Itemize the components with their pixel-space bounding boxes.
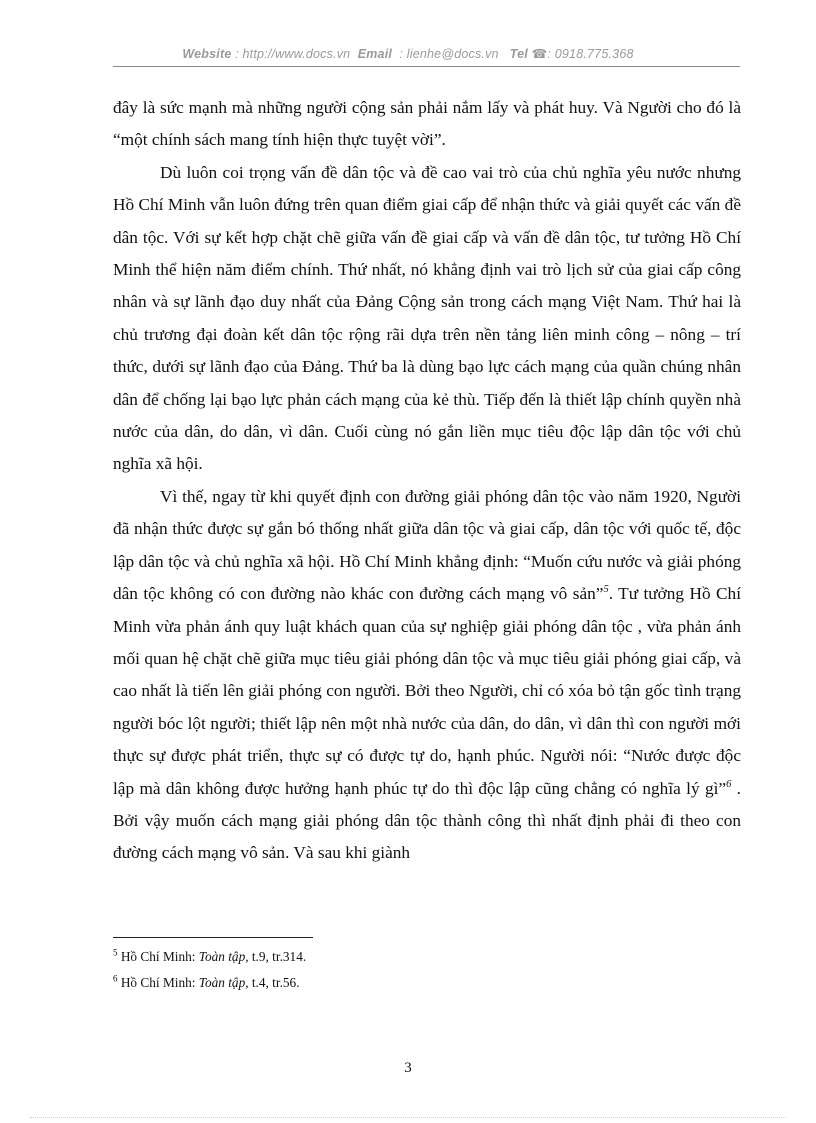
footnote-ref-6[interactable]: 6 — [726, 778, 732, 790]
footnote-detail: , t.4, tr.56. — [245, 975, 300, 990]
footnote-author: Hồ Chí Minh: — [120, 975, 199, 990]
footnote-author: Hồ Chí Minh: — [120, 949, 199, 964]
tel-label: Tel — [509, 47, 528, 61]
page-number: 3 — [404, 1060, 412, 1076]
page-header — [0, 46, 816, 61]
page-bottom-border — [30, 1117, 786, 1118]
footnote-divider — [113, 937, 313, 938]
footnote-ref-5[interactable]: 5 — [603, 584, 609, 596]
paragraph-3 — [113, 481, 741, 870]
phone-icon: ☎ — [531, 47, 548, 61]
paragraph-1: đây là sức mạnh mà những người cộng sản phải nắm lấy và phát huy. Và Người cho đó là “một chính sách mang tính hiện thực tuyệt vời”. — [113, 98, 741, 150]
footnote-detail: , t.9, tr.314. — [245, 949, 307, 964]
website-label: Website — [182, 47, 232, 61]
email-value: : lienhe@docs.vn — [399, 47, 499, 61]
paragraph-2: Dù luôn coi trọng vấn đề dân tộc và đề cao vai trò của chủ nghĩa yêu nước nhưng Hồ Chí Minh vẫn luôn đứng trên quan điểm giai cấp để nhận thức và giải quyết các vấn đề dân tộc. Với sự kết hợp chặt chẽ giữa vấn đề giai cấp và vấn đề dân tộc, tư tưởng Hồ Chí Minh thể hiện năm điểm chính. Thứ nhất, nó khẳng định vai trò lịch sử của giai cấp công nhân và sự lãnh đạo duy nhất của Đảng Cộng sản trong cách mạng Việt Nam. Thứ hai là chủ trương đại đoàn kết dân tộc rộng rãi dựa trên nền tảng liên minh công – nông – trí thức, dưới sự lãnh đạo của Đảng. Thứ ba là dùng bạo lực cách mạng của quần chúng nhân dân để chống lại bạo lực phản cách mạng của kẻ thù. Tiếp đến là thiết lập chính quyền nhà nước của dân, do dân, vì dân. Cuối cùng nó gắn liền mục tiêu độc lập dân tộc với chủ nghĩa xã hội. — [113, 162, 741, 474]
footnote-title: Toàn tập — [198, 949, 246, 964]
paragraph-3-part-b: . Tư tưởng Hồ Chí Minh vừa phản ánh quy luật khách quan của sự nghiệp giải phóng dân tộc , vừa phản ánh mối quan hệ chặt chẽ giữa mục tiêu giải phóng dân tộc và mục tiêu giải phóng giai cấp, và cao nhất là tiến lên giải phóng con người. Bởi theo Người, chỉ có xóa bỏ tận gốc tình trạng người bóc lột người; thiết lập nên một nhà nước của dân, do dân, vì dân thì con người mới thực sự được phát triển, thực sự có được tự do, hạnh phúc. Người nói: “Nước được độc lập mà dân không được hưởng hạnh phúc tự do thì độc lập cũng chẳng có nghĩa lý gì” — [113, 584, 742, 798]
paragraph-3-part-c: . Bởi vậy muốn cách mạng giải phóng dân tộc thành công thì nhất định phải đi theo con đường cách mạng vô sản. Và sau khi giành — [113, 778, 741, 863]
footnote-6 — [113, 970, 741, 996]
website-value: : http://www.docs.vn — [235, 47, 351, 61]
tel-value: : 0918.775.368 — [547, 47, 634, 61]
footnote-number: 5 — [113, 947, 118, 958]
email-label: Email — [357, 47, 393, 61]
footnote-number: 6 — [113, 973, 118, 984]
header-divider — [113, 66, 740, 67]
footnote-5 — [113, 944, 741, 970]
footnote-title: Toàn tập — [198, 975, 246, 990]
footnotes — [113, 944, 741, 996]
paragraph-3-part-a: Vì thế, ngay từ khi quyết định con đường giải phóng dân tộc vào năm 1920, Người đã nhận thức được sự gắn bó thống nhất giữa dân tộc và giai cấp, dân tộc với quốc tế, độc lập dân tộc và chủ nghĩa xã hội. Hồ Chí Minh khẳng định: “Muốn cứu nước và giải phóng dân tộc không có con đường nào khác con đường cách mạng vô sản” — [113, 486, 741, 604]
document-body — [113, 92, 741, 870]
